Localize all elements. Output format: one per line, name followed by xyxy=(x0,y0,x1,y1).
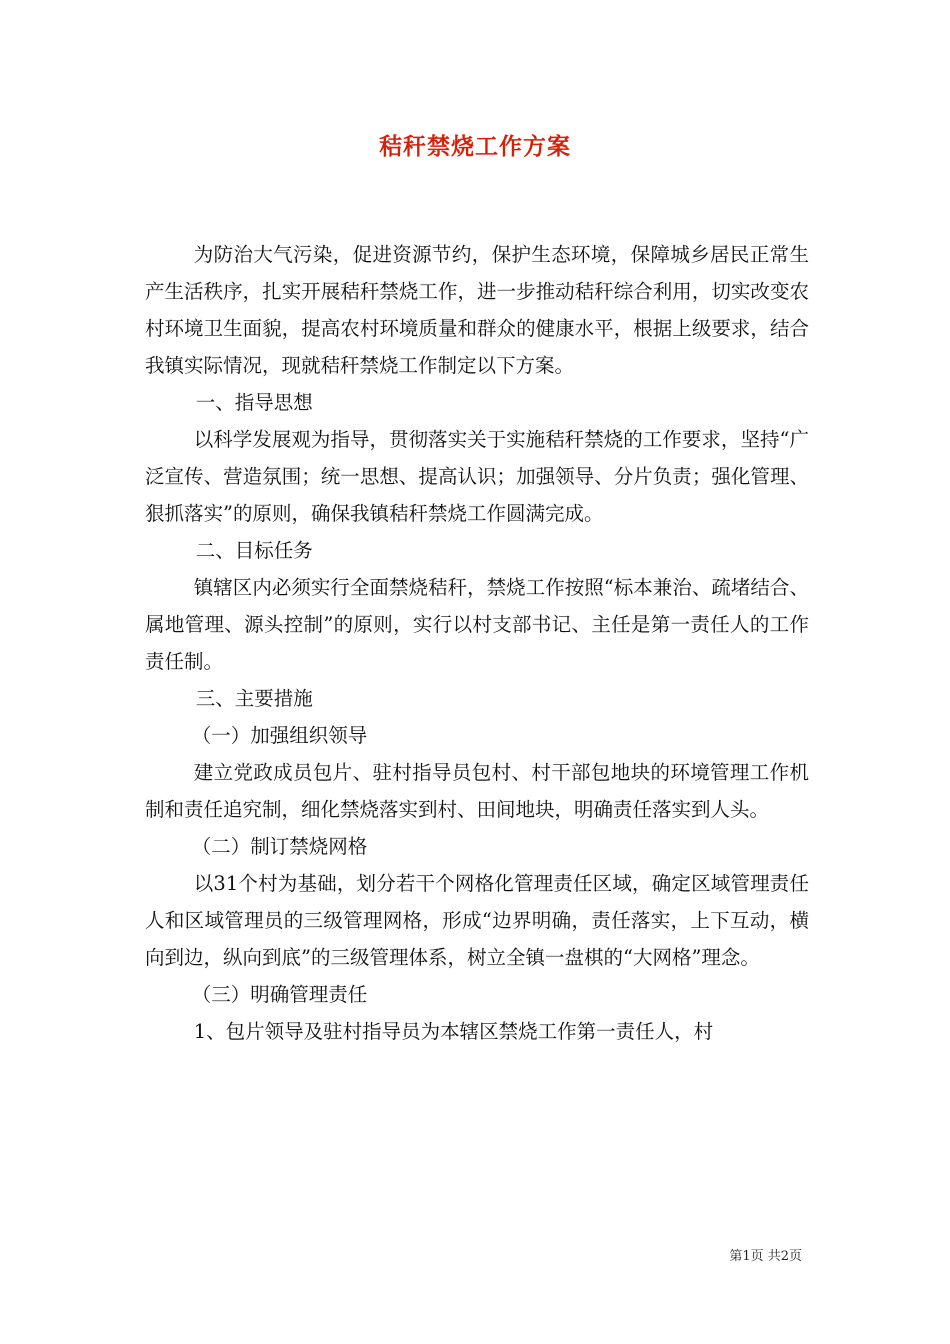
document-body xyxy=(145,236,809,1050)
section-heading-3: 三、主要措施 xyxy=(195,687,313,710)
section-heading-1: 一、指导思想 xyxy=(195,391,313,414)
subsection-heading-1: （一）加强组织领导 xyxy=(191,724,368,747)
section-heading-2: 二、目标任务 xyxy=(195,539,313,562)
subsection-heading-2: （二）制订禁烧网格 xyxy=(191,835,368,858)
body-paragraph: 1、包片领导及驻村指导员为本辖区禁烧工作第一责任人，村 xyxy=(193,1020,714,1043)
subsection-heading-3: （三）明确管理责任 xyxy=(191,983,368,1006)
intro-paragraph: 为防治大气污染，促进资源节约，保护生态环境，保障城乡居民正常生产生活秩序，扎实开展秸秆禁烧工作，进一步推动秸秆综合利用，切实改变农村环境卫生面貌，提高农村环境质量和群众的健康水平，根据上级要求，结合我镇实际情况，现就秸秆禁烧工作制定以下方案。 xyxy=(145,243,809,377)
document-title: 秸秆禁烧工作方案 xyxy=(379,133,571,160)
body-paragraph: 以科学发展观为指导，贯彻落实关于实施秸秆禁烧的工作要求，坚持“广泛宣传、营造氛围；统一思想、提高认识；加强领导、分片负责；强化管理、狠抓落实”的原则，确保我镇秸秆禁烧工作圆满完成。 xyxy=(145,428,809,525)
body-paragraph: 以31个村为基础，划分若干个网格化管理责任区域，确定区域管理责任人和区域管理员的三级管理网格，形成“边界明确，责任落实，上下互动，横向到边，纵向到底”的三级管理体系，树立全镇一盘棋的“大网格”理念。 xyxy=(145,872,809,969)
page-number: 第1页 共2页 xyxy=(729,1249,802,1264)
body-paragraph: 镇辖区内必须实行全面禁烧秸秆，禁烧工作按照“标本兼治、疏堵结合、属地管理、源头控制”的原则，实行以村支部书记、主任是第一责任人的工作责任制。 xyxy=(145,576,809,673)
body-paragraph: 建立党政成员包片、驻村指导员包村、村干部包地块的环境管理工作机制和责任追究制，细化禁烧落实到村、田间地块，明确责任落实到人头。 xyxy=(145,761,809,821)
